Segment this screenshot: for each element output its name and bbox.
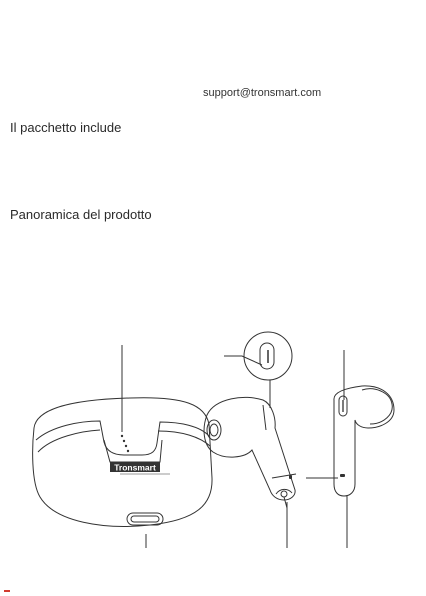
right-earbud-mic-hole bbox=[340, 474, 345, 477]
led-indicator-dots bbox=[121, 435, 129, 452]
left-earbud-mic-hole bbox=[289, 475, 292, 479]
product-overview-heading: Panoramica del prodotto bbox=[10, 207, 152, 222]
case-brand-logo bbox=[110, 462, 160, 473]
product-overview-illustration bbox=[0, 330, 426, 596]
support-email[interactable]: support@tronsmart.com bbox=[203, 87, 322, 99]
right-earbud bbox=[334, 386, 394, 496]
package-contents-heading: Il pacchetto include bbox=[10, 120, 122, 135]
left-earbud bbox=[204, 397, 296, 508]
leader-line-touch bbox=[224, 356, 262, 365]
touch-zoom-callout bbox=[244, 332, 292, 380]
page-corner-mark bbox=[4, 590, 10, 592]
svg-text:Tronsmart: Tronsmart bbox=[114, 462, 156, 473]
